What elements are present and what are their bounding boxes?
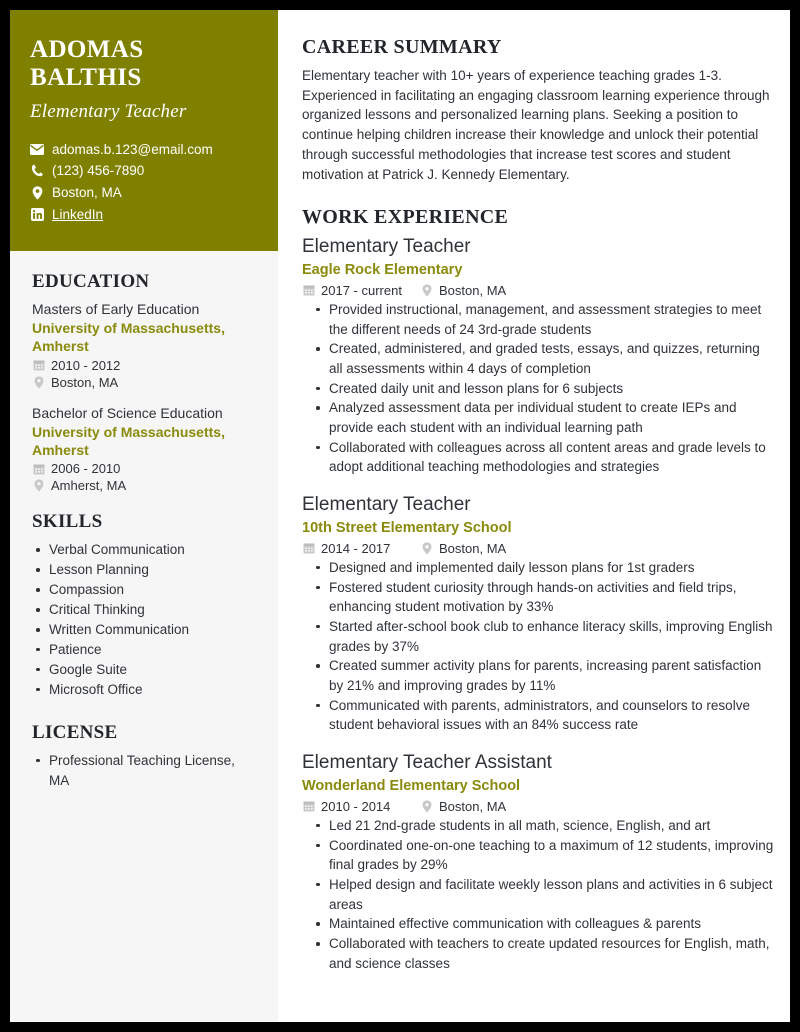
job-bullets	[302, 816, 776, 974]
list-item: Created daily unit and lesson plans for 6 subjects	[302, 379, 776, 399]
calendar-icon	[32, 463, 45, 475]
career-summary-text: Elementary teacher with 10+ years of experience teaching grades 1-3. Experienced in facilitating an engaging classroom learning experience through organized lessons and personalized learning plans. Seeking a position to continue helping children increase their knowledge and unlock their potential through successful methodologies that increase test scores and student motivation at Patrick J. Kennedy Elementary.	[302, 68, 770, 182]
contact-phone-text: (123) 456-7890	[52, 163, 145, 178]
education-location-row	[32, 375, 258, 390]
job-dates: 2010 - 2014	[321, 798, 391, 814]
job-dates: 2017 - current	[321, 282, 402, 298]
job-dates-row	[302, 799, 420, 814]
list-item: Written Communication	[32, 620, 258, 640]
list-item: Created summer activity plans for parents, increasing parent satisfaction by 21% and improving grades by 11%	[302, 656, 776, 695]
section-work-experience	[302, 206, 776, 973]
candidate-name	[30, 36, 258, 93]
list-item: Microsoft Office	[32, 680, 258, 700]
contact-email-text: adomas.b.123@email.com	[52, 141, 213, 157]
job-company: 10th Street Elementary School	[302, 519, 512, 536]
list-item: Created, administered, and graded tests, essays, and quizzes, returning all assessments within 4 days of completion	[302, 339, 776, 378]
section-skills	[32, 511, 258, 700]
contact-list	[30, 143, 258, 222]
location-pin-icon	[420, 800, 433, 813]
header-block	[10, 10, 278, 251]
work-experience-heading: WORK EXPERIENCE	[302, 206, 509, 229]
education-school: University of Massachusetts, Amherst	[32, 423, 225, 458]
calendar-icon	[302, 800, 315, 812]
list-item: Lesson Planning	[32, 560, 258, 580]
resume-page	[10, 10, 790, 1022]
job-dates-row	[302, 541, 420, 556]
job-location: Boston, MA	[439, 540, 507, 556]
list-item: Compassion	[32, 580, 258, 600]
education-entry	[32, 404, 258, 494]
list-item: Started after-school book club to enhance literacy skills, improving English grades by 37%	[302, 617, 776, 656]
candidate-last-name: BALTHIS	[30, 64, 142, 92]
calendar-icon	[302, 542, 315, 554]
linkedin-icon	[30, 208, 44, 221]
list-item: Patience	[32, 640, 258, 660]
candidate-first-name: ADOMAS	[30, 36, 144, 63]
career-summary-heading: CAREER SUMMARY	[302, 36, 502, 58]
education-location: Amherst, MA	[51, 478, 127, 494]
list-item: Designed and implemented daily lesson plans for 1st graders	[302, 558, 776, 578]
list-item: Fostered student curiosity through hands-on activities and field trips, enhancing student motivation by 33%	[302, 578, 776, 617]
candidate-job-title: Elementary Teacher	[30, 100, 187, 122]
sidebar-body	[10, 251, 278, 1022]
job-entry	[302, 752, 776, 973]
location-pin-icon	[420, 284, 433, 297]
job-role: Elementary Teacher	[302, 236, 471, 258]
list-item: Helped design and facilitate weekly lesson plans and activities in 6 subject areas	[302, 875, 776, 914]
main-content	[278, 10, 790, 1022]
list-item: Communicated with parents, administrators, and counselors to resolve student behavioral issues with an 84% success rate	[302, 696, 776, 735]
list-item: Collaborated with colleagues across all content areas and grade levels to adopt additional teaching methodologies and strategies	[302, 438, 776, 477]
list-item: Maintained effective communication with colleagues & parents	[302, 914, 776, 934]
phone-icon	[30, 164, 44, 177]
education-dates-row	[32, 358, 258, 373]
list-item: Collaborated with teachers to create updated resources for English, math, and science classes	[302, 934, 776, 973]
job-location-row	[420, 541, 506, 556]
skills-list	[32, 540, 258, 700]
job-role: Elementary Teacher Assistant	[302, 752, 552, 774]
contact-linkedin-link[interactable]: LinkedIn	[52, 206, 104, 222]
section-license	[32, 722, 258, 791]
job-dates-row	[302, 283, 420, 298]
list-item: Provided instructional, management, and assessment strategies to meet the different needs of 24 3rd-grade students	[302, 300, 776, 339]
list-item: Led 21 2nd-grade students in all math, science, English, and art	[302, 816, 776, 836]
location-pin-icon	[32, 479, 45, 492]
job-meta	[302, 799, 776, 814]
education-dates: 2006 - 2010	[51, 461, 121, 477]
list-item: Verbal Communication	[32, 540, 258, 560]
location-pin-icon	[30, 186, 44, 200]
job-company: Eagle Rock Elementary	[302, 262, 463, 279]
job-location-row	[420, 283, 506, 298]
education-dates-row	[32, 461, 258, 476]
list-item: Coordinated one-on-one teaching to a maximum of 12 students, improving final grades by 29%	[302, 836, 776, 875]
job-role: Elementary Teacher	[302, 494, 471, 516]
contact-item-location	[30, 186, 258, 200]
job-bullets	[302, 558, 776, 735]
list-item: Critical Thinking	[32, 600, 258, 620]
calendar-icon	[32, 359, 45, 371]
education-location: Boston, MA	[51, 374, 119, 390]
education-school: University of Massachusetts, Amherst	[32, 320, 225, 355]
list-item: Google Suite	[32, 660, 258, 680]
job-location-row	[420, 799, 506, 814]
list-item: Professional Teaching License, MA	[32, 751, 258, 791]
envelope-icon	[30, 144, 44, 155]
license-heading: LICENSE	[32, 721, 118, 743]
contact-item-email	[30, 143, 258, 157]
license-list	[32, 751, 258, 791]
job-entry	[302, 494, 776, 735]
education-entry	[32, 300, 258, 390]
job-dates: 2014 - 2017	[321, 540, 391, 556]
education-degree: Masters of Early Education	[32, 301, 200, 317]
education-degree: Bachelor of Science Education	[32, 404, 223, 421]
section-education	[32, 271, 258, 493]
contact-item-linkedin[interactable]	[30, 208, 258, 222]
job-bullets	[302, 300, 776, 477]
location-pin-icon	[420, 542, 433, 555]
contact-item-phone	[30, 164, 258, 178]
section-career-summary	[302, 36, 776, 184]
job-location: Boston, MA	[439, 282, 507, 298]
location-pin-icon	[32, 376, 45, 389]
list-item: Analyzed assessment data per individual student to create IEPs and provide each student with an individual learning path	[302, 398, 776, 437]
job-location: Boston, MA	[439, 798, 507, 814]
sidebar	[10, 10, 278, 1022]
education-heading: EDUCATION	[32, 271, 150, 292]
education-location-row	[32, 478, 258, 493]
education-dates: 2010 - 2012	[51, 357, 121, 373]
job-meta	[302, 541, 776, 556]
skills-heading: SKILLS	[32, 511, 103, 533]
contact-location-text: Boston, MA	[52, 184, 122, 200]
job-meta	[302, 283, 776, 298]
job-entry	[302, 236, 776, 477]
calendar-icon	[302, 284, 315, 296]
job-company: Wonderland Elementary School	[302, 777, 521, 794]
